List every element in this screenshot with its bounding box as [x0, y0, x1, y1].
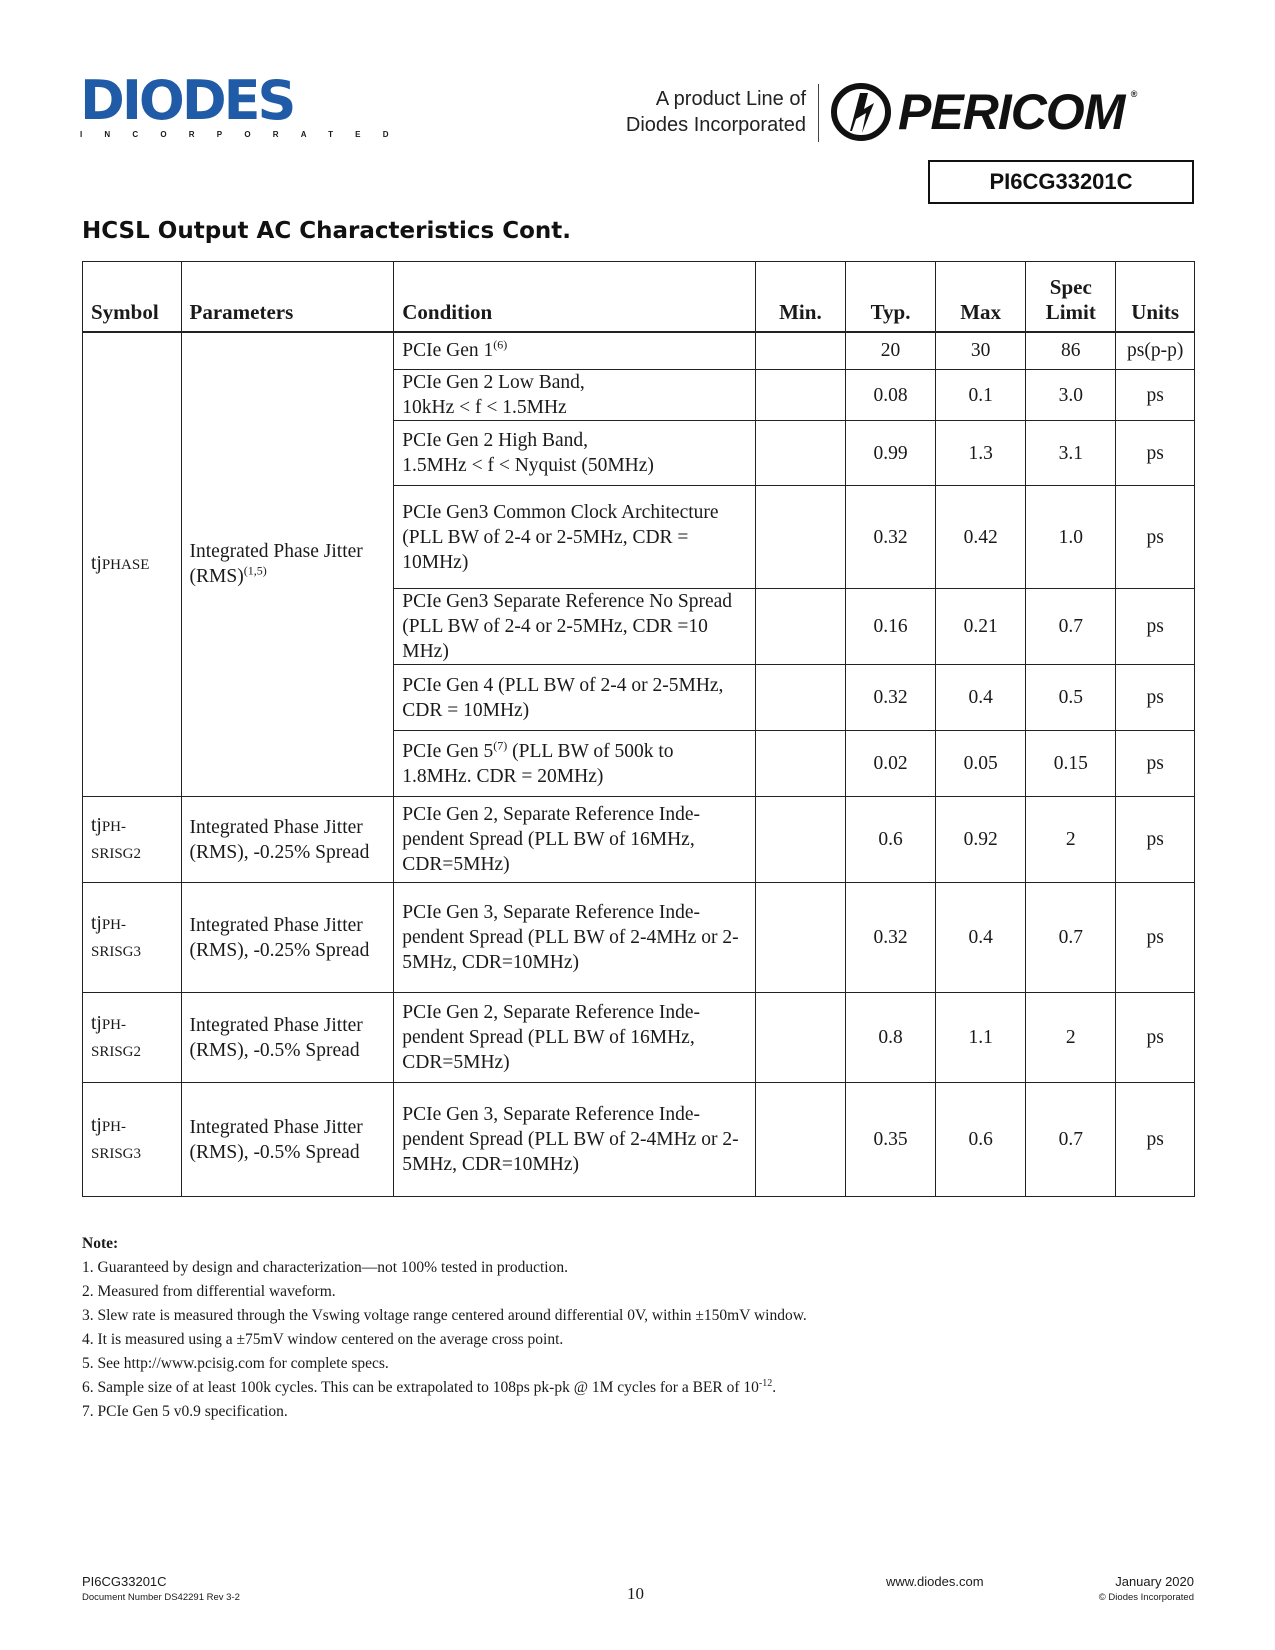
note-item: 3. Slew rate is measured through the Vswing voltage range centered around differential 0V, within ±150mV window.: [82, 1307, 807, 1324]
units-cell: ps: [1116, 370, 1195, 421]
registered-mark: ®: [1130, 89, 1137, 99]
footer-copyright: © Diodes Incorporated: [1098, 1592, 1194, 1603]
min-cell: [755, 421, 845, 486]
condition-cell: PCIe Gen 2, Separate Reference Inde-pendent Spread (PLL BW of 16MHz, CDR=5MHz): [394, 797, 756, 883]
min-cell: [755, 332, 845, 370]
units-cell: ps: [1116, 665, 1195, 731]
note-item: 2. Measured from differential waveform.: [82, 1283, 336, 1300]
parameter-cell: Integrated Phase Jitter (RMS), -0.25% Spread: [181, 883, 394, 993]
limit-cell: 86: [1026, 332, 1116, 370]
parameter-cell: Integrated Phase Jitter (RMS), -0.5% Spread: [181, 993, 394, 1083]
condition-cell: PCIe Gen 3, Separate Reference Inde-pendent Spread (PLL BW of 2-4MHz or 2-5MHz, CDR=10MHz): [394, 883, 756, 993]
parameter-cell: Integrated Phase Jitter (RMS), -0.5% Spread: [181, 1083, 394, 1197]
condition-text: PCIe Gen 5: [402, 740, 494, 762]
typ-cell: 0.8: [845, 993, 935, 1083]
col-min: Min.: [755, 262, 845, 332]
condition-footnote: (6): [493, 337, 508, 352]
condition-footnote: (7): [493, 738, 508, 752]
symbol-subscript: PHASE: [101, 556, 150, 573]
parameter-footnote: (1,5): [243, 563, 267, 578]
typ-cell: 0.16: [845, 589, 935, 665]
limit-cell: 0.7: [1026, 589, 1116, 665]
limit-cell: 3.1: [1026, 421, 1116, 486]
note-superscript: -12: [758, 1377, 773, 1389]
typ-cell: 20: [845, 332, 935, 370]
table-row: [83, 797, 1195, 883]
pericom-logo: [830, 80, 1137, 144]
max-cell: 0.42: [936, 486, 1026, 589]
min-cell: [755, 993, 845, 1083]
limit-cell: 3.0: [1026, 370, 1116, 421]
symbol-cell: [83, 993, 182, 1083]
col-spec-limit: [1026, 262, 1116, 332]
condition-cell: [394, 421, 756, 486]
symbol-cell: [83, 883, 182, 993]
symbol-cell: [83, 1083, 182, 1197]
part-number-box: PI6CG33201C: [928, 160, 1194, 204]
max-cell: 0.92: [936, 797, 1026, 883]
parameter-cell: [181, 332, 394, 797]
footer-right: [1099, 1574, 1194, 1603]
max-cell: 0.21: [936, 589, 1026, 665]
units-cell: ps(p-p): [1116, 332, 1195, 370]
page-number: 10: [627, 1584, 644, 1603]
typ-cell: 0.32: [845, 486, 935, 589]
note-item-text: 6. Sample size of at least 100k cycles. This can be extrapolated to 108ps pk-pk @ 1M cycles for a BER of 10: [82, 1379, 759, 1396]
header-divider: [818, 84, 819, 142]
min-cell: [755, 883, 845, 993]
symbol-subscript: PH-SRISG3: [91, 916, 142, 960]
symbol-prefix: tj: [91, 912, 102, 934]
units-cell: ps: [1116, 486, 1195, 589]
spec-limit-line1: Spec: [1049, 274, 1092, 299]
table-row: [83, 993, 1195, 1083]
min-cell: [755, 486, 845, 589]
limit-cell: 2: [1026, 797, 1116, 883]
units-cell: ps: [1116, 797, 1195, 883]
product-line-text: [626, 86, 806, 138]
condition-text: PCIe Gen 2 High Band,: [402, 430, 589, 451]
condition-cell: [394, 332, 756, 370]
symbol-prefix: tj: [91, 552, 102, 574]
notes-heading: Note:: [82, 1235, 119, 1252]
condition-text: PCIe Gen 2 Low Band,: [402, 372, 585, 393]
symbol-cell: [83, 332, 182, 797]
condition-text-2: 10kHz < f < 1.5MHz: [402, 397, 567, 418]
condition-cell: PCIe Gen 4 (PLL BW of 2-4 or 2-5MHz, CDR = 10MHz): [394, 665, 756, 731]
note-item: 1. Guaranteed by design and characterization—not 100% tested in production.: [82, 1259, 568, 1276]
spec-limit-line2: Limit: [1045, 299, 1096, 324]
typ-cell: 0.32: [845, 665, 935, 731]
condition-cell: PCIe Gen 2, Separate Reference Inde-pendent Spread (PLL BW of 16MHz, CDR=5MHz): [394, 993, 756, 1083]
note-item: [82, 1376, 807, 1400]
notes-section: [82, 1232, 807, 1424]
typ-cell: 0.08: [845, 370, 935, 421]
note-item: 7. PCIe Gen 5 v0.9 specification.: [82, 1403, 288, 1420]
typ-cell: 0.6: [845, 797, 935, 883]
max-cell: 0.1: [936, 370, 1026, 421]
symbol-prefix: tj: [91, 1114, 102, 1136]
units-cell: ps: [1116, 883, 1195, 993]
limit-cell: 1.0: [1026, 486, 1116, 589]
condition-cell: [394, 731, 756, 797]
parameter-cell: Integrated Phase Jitter (RMS), -0.25% Spread: [181, 797, 394, 883]
condition-cell: PCIe Gen3 Common Clock Architecture (PLL BW of 2-4 or 2-5MHz, CDR = 10MHz): [394, 486, 756, 589]
table-header-row: [83, 262, 1195, 332]
col-typ: Typ.: [845, 262, 935, 332]
table-row: [83, 883, 1195, 993]
note-item: 5. See http://www.pcisig.com for complete specs.: [82, 1355, 389, 1372]
symbol-cell: [83, 797, 182, 883]
limit-cell: 0.7: [1026, 883, 1116, 993]
footer-part-number: PI6CG33201C: [82, 1574, 167, 1589]
col-max: Max: [936, 262, 1026, 332]
limit-cell: 2: [1026, 993, 1116, 1083]
typ-cell: 0.35: [845, 1083, 935, 1197]
min-cell: [755, 731, 845, 797]
symbol-prefix: tj: [91, 814, 102, 836]
max-cell: 1.3: [936, 421, 1026, 486]
product-line-1: A product Line of: [655, 88, 806, 110]
condition-cell: PCIe Gen 3, Separate Reference Inde-pendent Spread (PLL BW of 2-4MHz or 2-5MHz, CDR=10MHz): [394, 1083, 756, 1197]
footer-date: January 2020: [1115, 1574, 1194, 1589]
condition-text: PCIe Gen 1: [402, 340, 494, 362]
product-line-2: Diodes Incorporated: [625, 114, 806, 136]
max-cell: 0.4: [936, 665, 1026, 731]
max-cell: 0.4: [936, 883, 1026, 993]
limit-cell: 0.15: [1026, 731, 1116, 797]
diodes-logo: [80, 69, 411, 139]
table-row: [83, 332, 1195, 370]
col-symbol: Symbol: [83, 262, 182, 332]
limit-cell: 0.7: [1026, 1083, 1116, 1197]
min-cell: [755, 665, 845, 731]
col-condition: Condition: [394, 262, 756, 332]
col-units: Units: [1116, 262, 1195, 332]
symbol-subscript: PH-SRISG2: [91, 818, 142, 862]
note-item-tail: .: [772, 1379, 777, 1396]
units-cell: ps: [1116, 589, 1195, 665]
section-title: HCSL Output AC Characteristics Cont.: [82, 218, 572, 244]
units-cell: ps: [1116, 421, 1195, 486]
condition-cell: [394, 370, 756, 421]
condition-text-2: (PLL BW of 500k to 1.8MHz. CDR = 20MHz): [402, 740, 674, 787]
ac-characteristics-table: [82, 261, 1195, 1197]
typ-cell: 0.99: [845, 421, 935, 486]
col-parameters: Parameters: [181, 262, 394, 332]
typ-cell: 0.02: [845, 731, 935, 797]
condition-cell: PCIe Gen3 Separate Reference No Spread (PLL BW of 2-4 or 2-5MHz, CDR =10 MHz): [394, 589, 756, 665]
min-cell: [755, 797, 845, 883]
condition-text-2: 1.5MHz < f < Nyquist (50MHz): [402, 455, 654, 476]
units-cell: ps: [1116, 731, 1195, 797]
pericom-mark-icon: [830, 83, 892, 141]
max-cell: 0.05: [936, 731, 1026, 797]
min-cell: [755, 1083, 845, 1197]
min-cell: [755, 370, 845, 421]
table-row: [83, 1083, 1195, 1197]
typ-cell: 0.32: [845, 883, 935, 993]
max-cell: 30: [936, 332, 1026, 370]
symbol-subscript: PH-SRISG2: [91, 1016, 142, 1060]
note-item: 4. It is measured using a ±75mV window centered on the average cross point.: [82, 1331, 564, 1348]
pericom-logo-text: [898, 83, 1137, 141]
max-cell: 0.6: [936, 1083, 1026, 1197]
units-cell: ps: [1116, 1083, 1195, 1197]
limit-cell: 0.5: [1026, 665, 1116, 731]
units-cell: ps: [1116, 993, 1195, 1083]
max-cell: 1.1: [936, 993, 1026, 1083]
symbol-subscript: PH-SRISG3: [91, 1118, 142, 1162]
symbol-prefix: tj: [91, 1012, 102, 1034]
diodes-logo-text: DIODES: [80, 69, 294, 132]
pericom-name: PERICOM: [898, 84, 1125, 140]
footer-url: www.diodes.com: [886, 1574, 984, 1589]
min-cell: [755, 589, 845, 665]
diodes-logo-subtext: INCORPORATED: [80, 130, 411, 139]
footer-left: [82, 1574, 240, 1603]
footer-doc-number: Document Number DS42291 Rev 3-2: [82, 1592, 240, 1603]
parameter-text: Integrated Phase Jitter (RMS): [189, 541, 363, 588]
